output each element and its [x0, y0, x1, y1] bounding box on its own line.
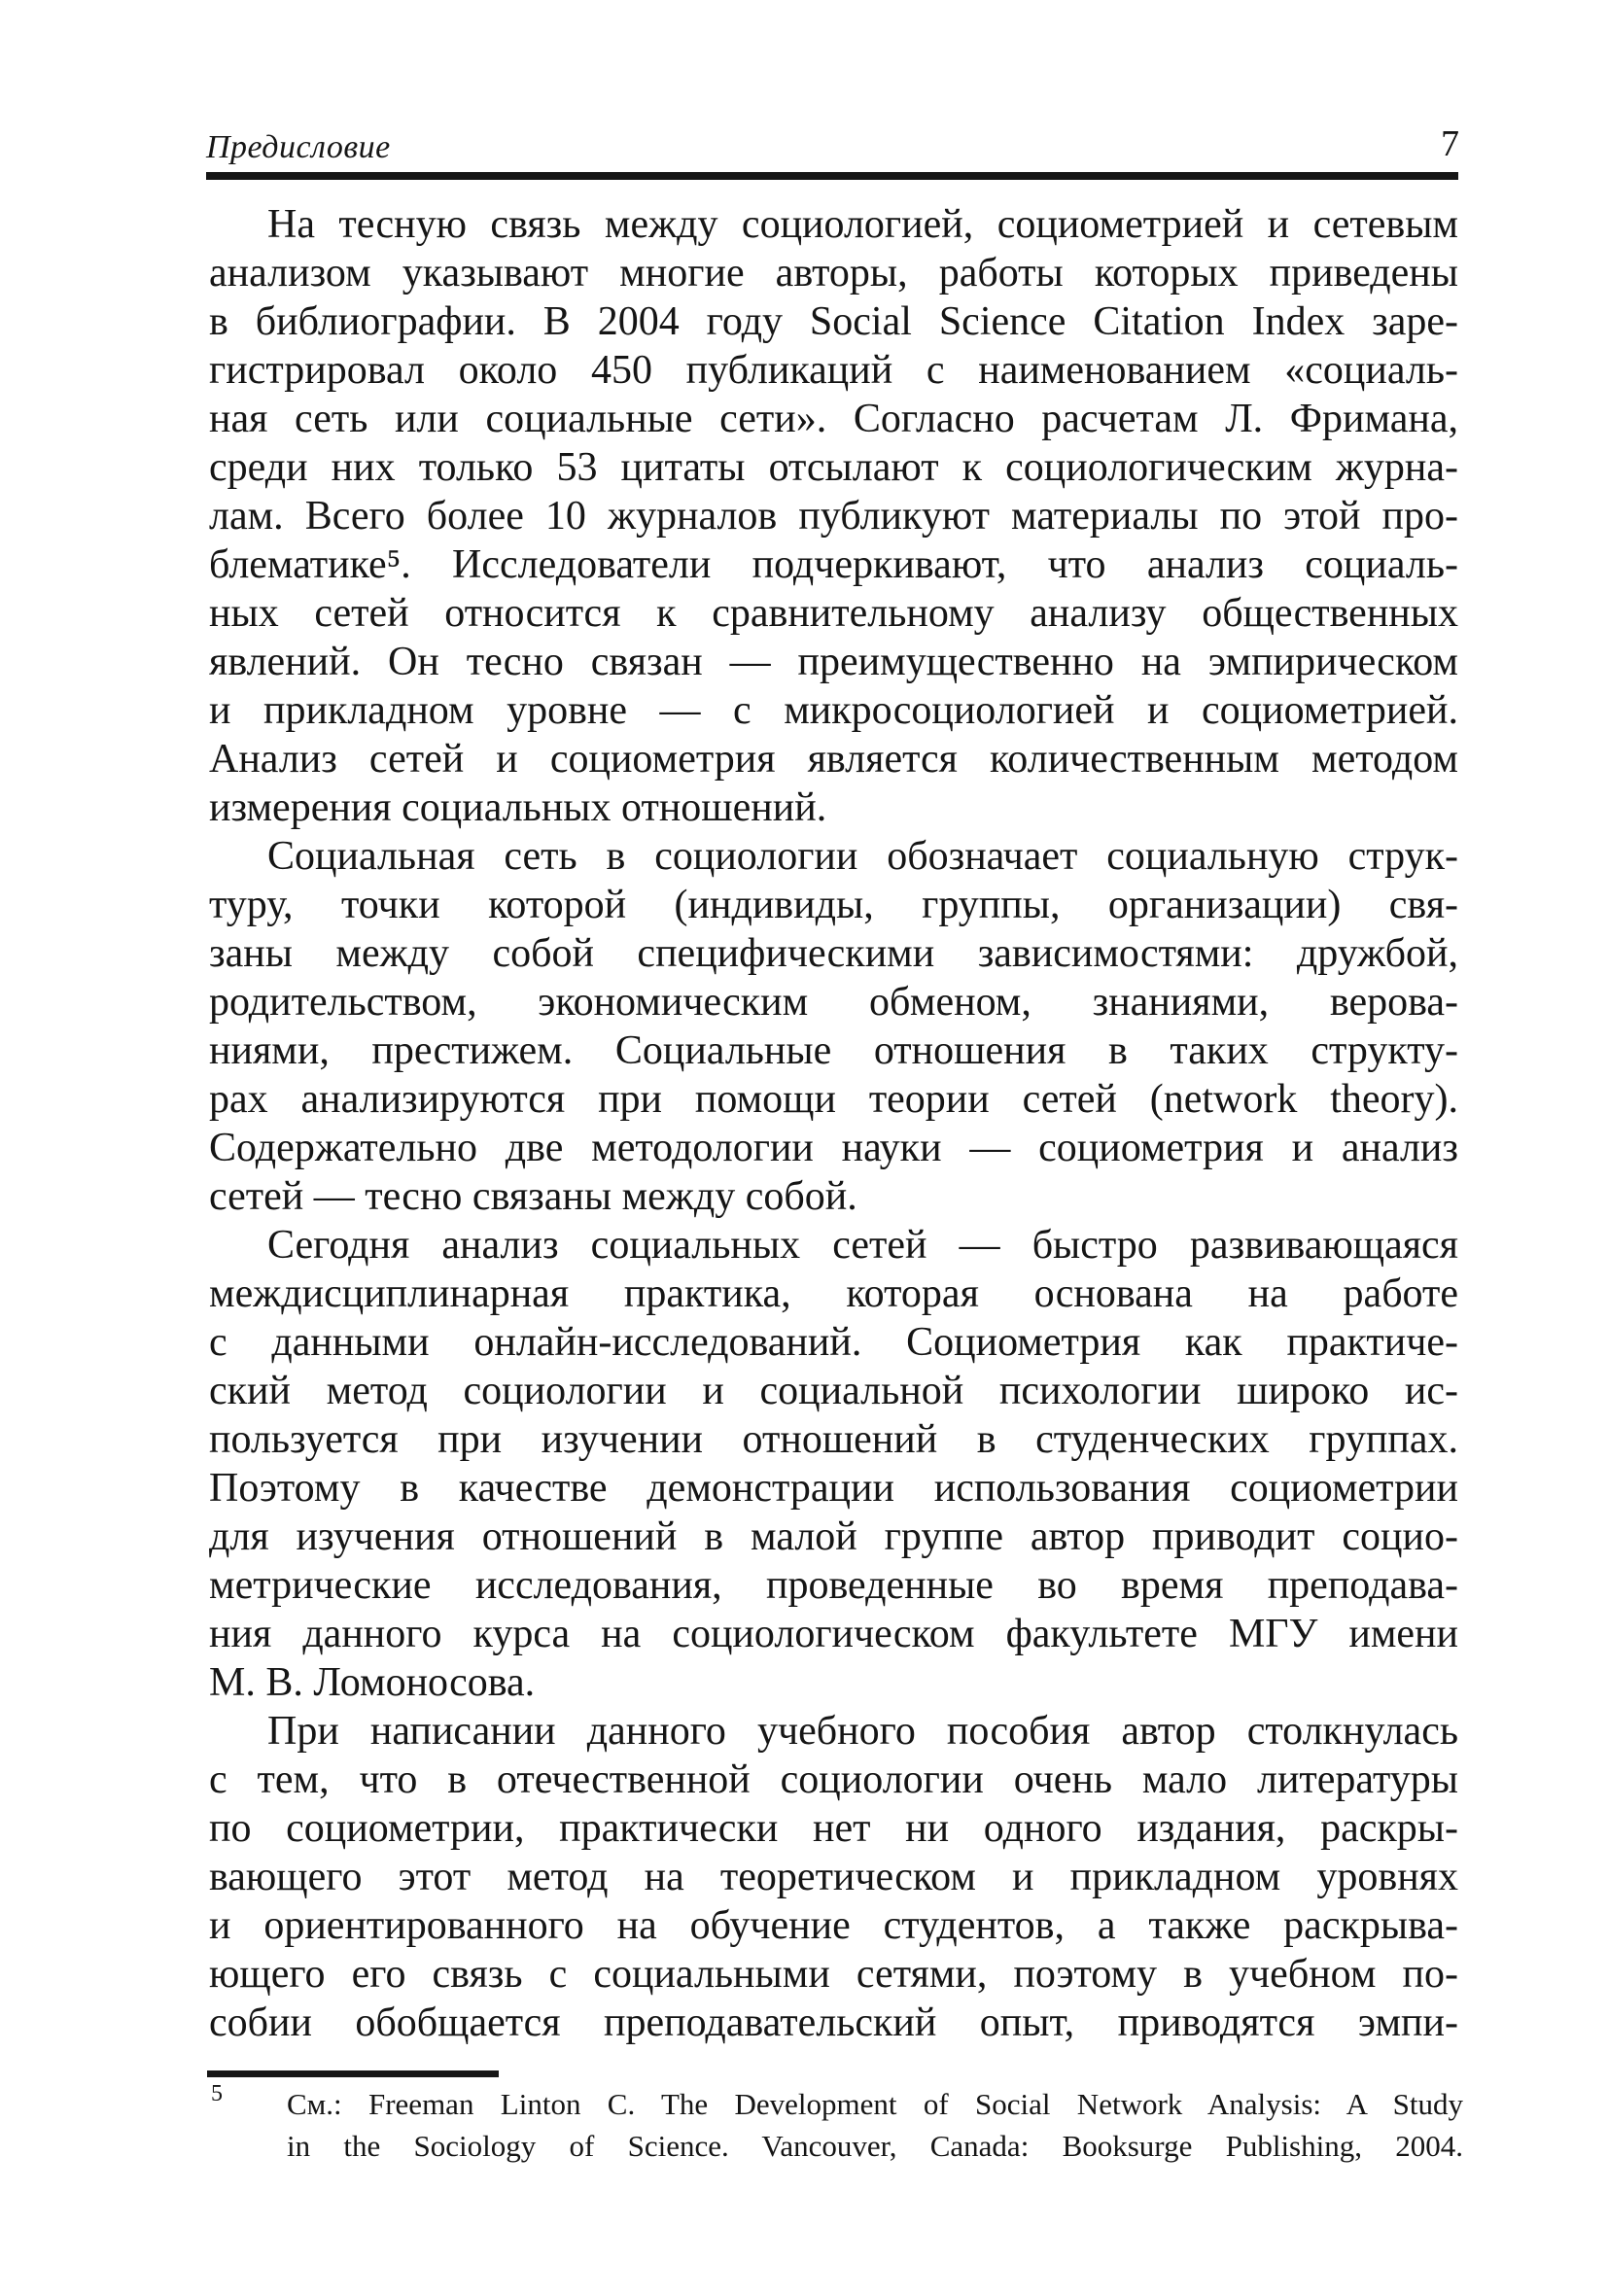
body-line: сетей — тесно связаны между собой. [209, 1174, 857, 1219]
body-line: лам. Всего более 10 журналов публикуют материалы по этой про- [209, 494, 1458, 539]
body-line: туру, точки которой (индивиды, группы, организации) свя- [209, 883, 1458, 927]
body-line: и ориентированного на обучение студентов, а также раскрыва- [209, 1903, 1458, 1948]
footnote-body [209, 2083, 1463, 2167]
footnote-rule [207, 2070, 499, 2077]
body-line: заны между собой специфическими зависимостями: дружбой, [209, 931, 1458, 976]
body-line: для изучения отношений в малой группе автор приводит социо- [209, 1514, 1458, 1559]
body-line: блематике⁵. Исследователи подчеркивают, что анализ социаль- [209, 542, 1458, 587]
body-line: явлений. Он тесно связан — преимущественно на эмпирическом [209, 640, 1458, 684]
body-line: анализом указывают многие авторы, работы которых приведены [209, 251, 1458, 296]
body-line: собии обобщается преподавательский опыт, приводятся эмпи- [209, 2000, 1458, 2045]
body-line: ных сетей относится к сравнительному анализу общественных [209, 591, 1458, 636]
header-rule [206, 172, 1458, 180]
body-line: в библиографии. В 2004 году Social Science Citation Index заре- [209, 299, 1458, 344]
body-line: При написании данного учебного пособия автор столкнулась [267, 1709, 1458, 1754]
footnote-marker: 5 [211, 2081, 223, 2106]
body-line: по социометрии, практически нет ни одного издания, раскры- [209, 1806, 1458, 1851]
body-line: М. В. Ломоносова. [209, 1660, 536, 1705]
body-line: ния данного курса на социологическом факультете МГУ имени [209, 1612, 1458, 1656]
body-line: с данными онлайн-исследований. Социометрия как практиче- [209, 1320, 1458, 1365]
body-line: Анализ сетей и социометрия является количественным методом [209, 737, 1458, 782]
body-line: ющего его связь с социальными сетями, поэтому в учебном по- [209, 1952, 1458, 1997]
body-line: рах анализируются при помощи теории сетей (network theory). [209, 1077, 1458, 1122]
page-number: 7 [1441, 123, 1459, 164]
body-line: ский метод социологии и социальной психологии широко ис- [209, 1369, 1458, 1413]
body-line: и прикладном уровне — с микросоциологией и социометрией. [209, 688, 1458, 733]
body-line: метрические исследования, проведенные во время преподава- [209, 1563, 1458, 1608]
footnote [209, 2083, 1463, 2167]
body-line: измерения социальных отношений. [209, 785, 827, 830]
body-line: гистрировал около 450 публикаций с наименованием «социаль- [209, 348, 1458, 393]
body-line: ниями, престижем. Социальные отношения в таких структу- [209, 1028, 1458, 1073]
body-line: Социальная сеть в социологии обозначает социальную струк- [267, 834, 1458, 879]
body-line: междисциплинарная практика, которая основана на работе [209, 1271, 1458, 1316]
body-line: среди них только 53 цитаты отсылают к социологическим журна- [209, 445, 1458, 490]
body-line: вающего этот метод на теоретическом и прикладном уровнях [209, 1855, 1458, 1899]
body-text [209, 200, 1458, 2047]
running-title: Предисловие [206, 129, 391, 165]
footnote-line: См.: Freeman Linton C. The Development of Social Network Analysis: A Study [287, 2087, 1463, 2121]
body-line: родительством, экономическим обменом, знаниями, верова- [209, 980, 1458, 1025]
footnote-line: in the Sociology of Science. Vancouver, Canada: Booksurge Publishing, 2004. [287, 2129, 1463, 2163]
body-line: Сегодня анализ социальных сетей — быстро развивающаяся [267, 1223, 1458, 1268]
body-line: ная сеть или социальные сети». Согласно расчетам Л. Фримана, [209, 397, 1458, 441]
body-line: На тесную связь между социологией, социометрией и сетевым [267, 202, 1458, 247]
body-line: пользуется при изучении отношений в студенческих группах. [209, 1417, 1458, 1462]
body-line: Поэтому в качестве демонстрации использования социометрии [209, 1466, 1458, 1511]
body-line: Содержательно две методологии науки — социометрия и анализ [209, 1126, 1458, 1170]
body-line: с тем, что в отечественной социологии очень мало литературы [209, 1757, 1458, 1802]
